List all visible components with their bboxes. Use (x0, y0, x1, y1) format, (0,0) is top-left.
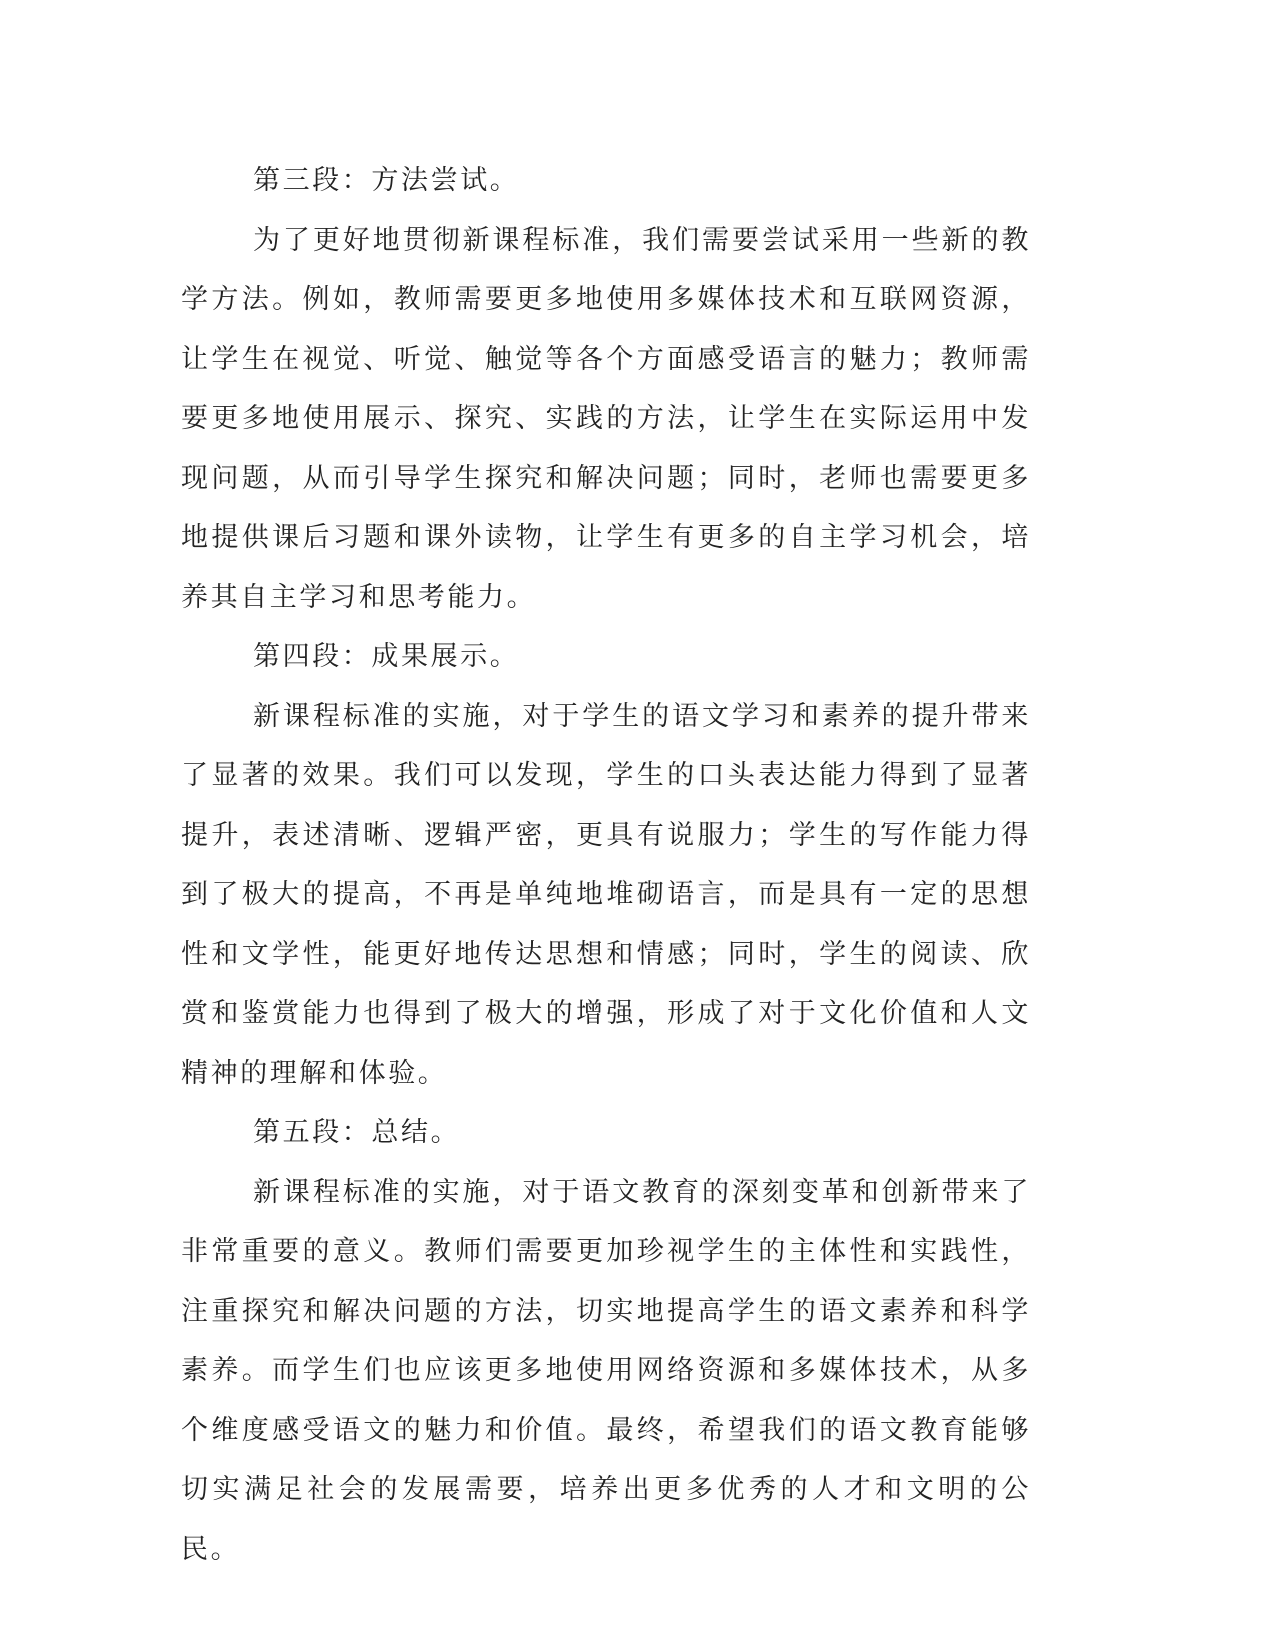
section-body-3: 为了更好地贯彻新课程标准，我们需要尝试采用一些新的教学方法。例如，教师需要更多地使用多媒体技术和互联网资源，让学生在视觉、听觉、触觉等各个方面感受语言的魅力；教师需要更多地使用展示、探究、实践的方法，让学生在实际运用中发现问题，从而引导学生探究和解决问题；同时，老师也需要更多地提供课后习题和课外读物，让学生有更多的自主学习机会，培养其自主学习和思考能力。 (181, 224, 1031, 613)
document-page (181, 151, 1031, 1579)
section-heading-5: 第五段：总结。 (253, 1117, 461, 1148)
section-body-4: 新课程标准的实施，对于学生的语文学习和素养的提升带来了显著的效果。我们可以发现，学生的口头表达能力得到了显著提升，表述清晰、逻辑严密，更具有说服力；学生的写作能力得到了极大的提高，不再是单纯地堆砌语言，而是具有一定的思想性和文学性，能更好地传达思想和情感；同时，学生的阅读、欣赏和鉴赏能力也得到了极大的增强，形成了对于文化价值和人文精神的理解和体验。 (181, 700, 1031, 1089)
section-heading-3: 第三段：方法尝试。 (253, 165, 520, 196)
section-heading-4: 第四段：成果展示。 (253, 641, 520, 672)
section-body-5: 新课程标准的实施，对于语文教育的深刻变革和创新带来了非常重要的意义。教师们需要更加珍视学生的主体性和实践性，注重探究和解决问题的方法，切实地提高学生的语文素养和科学素养。而学生们也应该更多地使用网络资源和多媒体技术，从多个维度感受语文的魅力和价值。最终，希望我们的语文教育能够切实满足社会的发展需要，培养出更多优秀的人才和文明的公民。 (181, 1176, 1031, 1565)
